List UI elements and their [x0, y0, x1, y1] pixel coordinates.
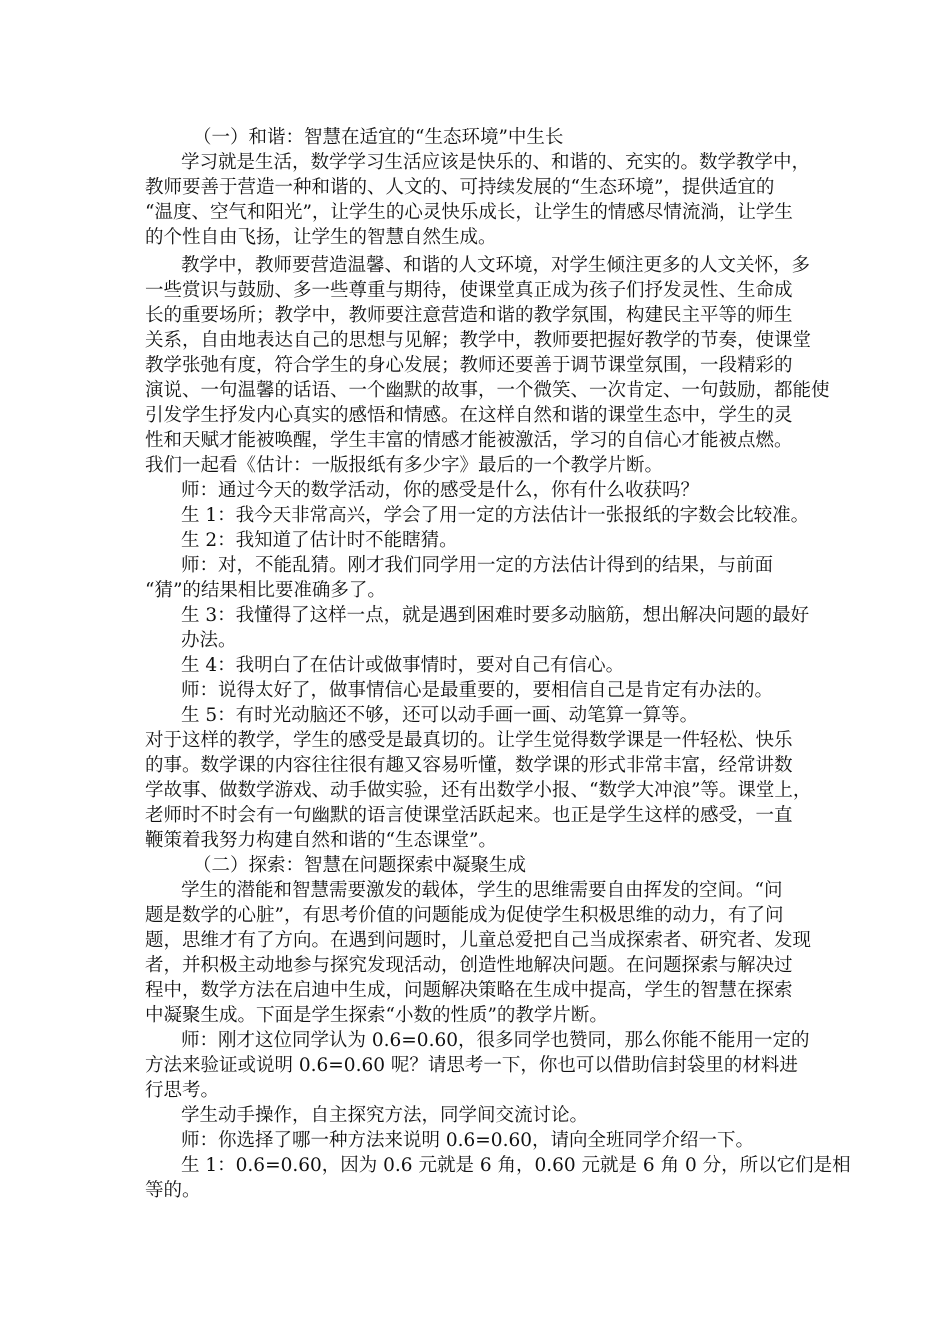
- dialogue-line: 生 4：我明白了在估计或做事情时，要对自己有信心。: [181, 655, 625, 676]
- text-line: 题是数学的心脏”，有思考价值的问题能成为促使学生积极思维的动力，有了问: [145, 905, 784, 926]
- text-line: 程中，数学方法在启迪中生成，问题解决策略在生成中提高，学生的智慧在探索: [145, 980, 793, 1001]
- section-heading: （一）和谐：智慧在适宜的“生态环境”中生长: [193, 127, 564, 148]
- dialogue-line: 师：说得太好了，做事情信心是最重要的，要相信自己是肯定有办法的。: [181, 680, 774, 701]
- text-line: 题，思维才有了方向。在遇到问题时，儿童总爱把自己当成探索者、研究者、发现: [145, 930, 812, 951]
- text-line: 学故事、做数学游戏、动手做实验，还有出数学小报、“数学大冲浪”等。课堂上，: [145, 780, 812, 801]
- dialogue-line: 师：对，不能乱猜。刚才我们同学用一定的方法估计得到的结果，与前面: [181, 555, 774, 576]
- dialogue-line: 生 2：我知道了估计时不能瞎猜。: [181, 530, 458, 551]
- text-line: 引发学生抒发内心真实的感悟和情感。在这样自然和谐的课堂生态中，学生的灵: [145, 405, 793, 426]
- text-line: 演说、一句温馨的话语、一个幽默的故事，一个微笑、一次肯定、一句鼓励，都能使: [145, 380, 830, 401]
- dialogue-line: 生 1：我今天非常高兴，学会了用一定的方法估计一张报纸的字数会比较准。: [181, 505, 810, 526]
- text-line: 学生的潜能和智慧需要激发的载体，学生的思维需要自由挥发的空间。“问: [181, 880, 783, 901]
- text-line: 方法来验证或说明 0.6=0.60 呢？请思考一下，你也可以借助信封袋里的材料进: [145, 1055, 798, 1076]
- text-line: 教师要善于营造一种和谐的、人文的、可持续发展的“生态环境”，提供适宜的: [145, 177, 775, 198]
- text-line: 教学张弛有度，符合学生的身心发展；教师还要善于调节课堂氛围，一段精彩的: [145, 355, 793, 376]
- dialogue-line: 师：通过今天的数学活动，你的感受是什么，你有什么收获吗？: [181, 480, 700, 501]
- text-line: 学生动手操作，自主探究方法，同学间交流讨论。: [181, 1105, 589, 1126]
- text-line: 的事。数学课的内容往往很有趣又容易听懂，数学课的形式非常丰富，经常讲数: [145, 755, 793, 776]
- text-line: 教学中，教师要营造温馨、和谐的人文环境，对学生倾注更多的人文关怀，多: [181, 255, 811, 276]
- dialogue-line: 办法。: [181, 630, 237, 651]
- text-line: 师：刚才这位同学认为 0.6=0.60，很多同学也赞同，那么你能不能用一定的: [181, 1030, 810, 1051]
- text-line: 中凝聚生成。下面是学生探索“小数的性质”的教学片断。: [145, 1005, 608, 1026]
- text-line: 我们一起看《估计：一版报纸有多少字》最后的一个教学片断。: [145, 455, 664, 476]
- dialogue-line: 等的。: [145, 1180, 201, 1201]
- text-line: 一些赏识与鼓励、多一些尊重与期待，使课堂真正成为孩子们抒发灵性、生命成: [145, 280, 793, 301]
- text-line: 老师时不时会有一句幽默的语言使课堂活跃起来。也正是学生这样的感受，一直: [145, 805, 793, 826]
- text-line: 学习就是生活，数学学习生活应该是快乐的、和谐的、充实的。数学教学中，: [181, 152, 811, 173]
- dialogue-line: 师：你选择了哪一种方法来说明 0.6=0.60，请向全班同学介绍一下。: [181, 1130, 754, 1151]
- text-line: 的个性自由飞扬，让学生的智慧自然生成。: [145, 227, 497, 248]
- text-line: “温度、空气和阳光”，让学生的心灵快乐成长，让学生的情感尽情流淌，让学生: [145, 202, 793, 223]
- dialogue-line: “猜”的结果相比要准确多了。: [145, 580, 386, 601]
- text-line: 性和天赋才能被唤醒，学生丰富的情感才能被激活，学习的自信心才能被点燃。: [145, 430, 793, 451]
- text-line: 关系，自由地表达自己的思想与见解；教学中，教师要把握好教学的节奏，使课堂: [145, 330, 812, 351]
- text-line: 行思考。: [145, 1080, 220, 1101]
- text-line: 长的重要场所；教学中，教师要注意营造和谐的教学氛围，构建民主平等的师生: [145, 305, 793, 326]
- dialogue-line: 生 3：我懂得了这样一点，就是遇到困难时要多动脑筋，想出解决问题的最好: [181, 605, 810, 626]
- text-line: 鞭策着我努力构建自然和谐的“生态课堂”。: [145, 830, 497, 851]
- dialogue-line: 生 1：0.6=0.60，因为 0.6 元就是 6 角，0.60 元就是 6 角 0 分，所以它们是相: [181, 1155, 851, 1176]
- section-heading: （二）探索：智慧在问题探索中凝聚生成: [193, 855, 527, 876]
- text-line: 对于这样的教学，学生的感受是最真切的。让学生觉得数学课是一件轻松、快乐: [145, 730, 793, 751]
- text-line: 者，并积极主动地参与探究发现活动，创造性地解决问题。在问题探索与解决过: [145, 955, 793, 976]
- dialogue-line: 生 5：有时光动脑还不够，还可以动手画一画、动笔算一算等。: [181, 705, 699, 726]
